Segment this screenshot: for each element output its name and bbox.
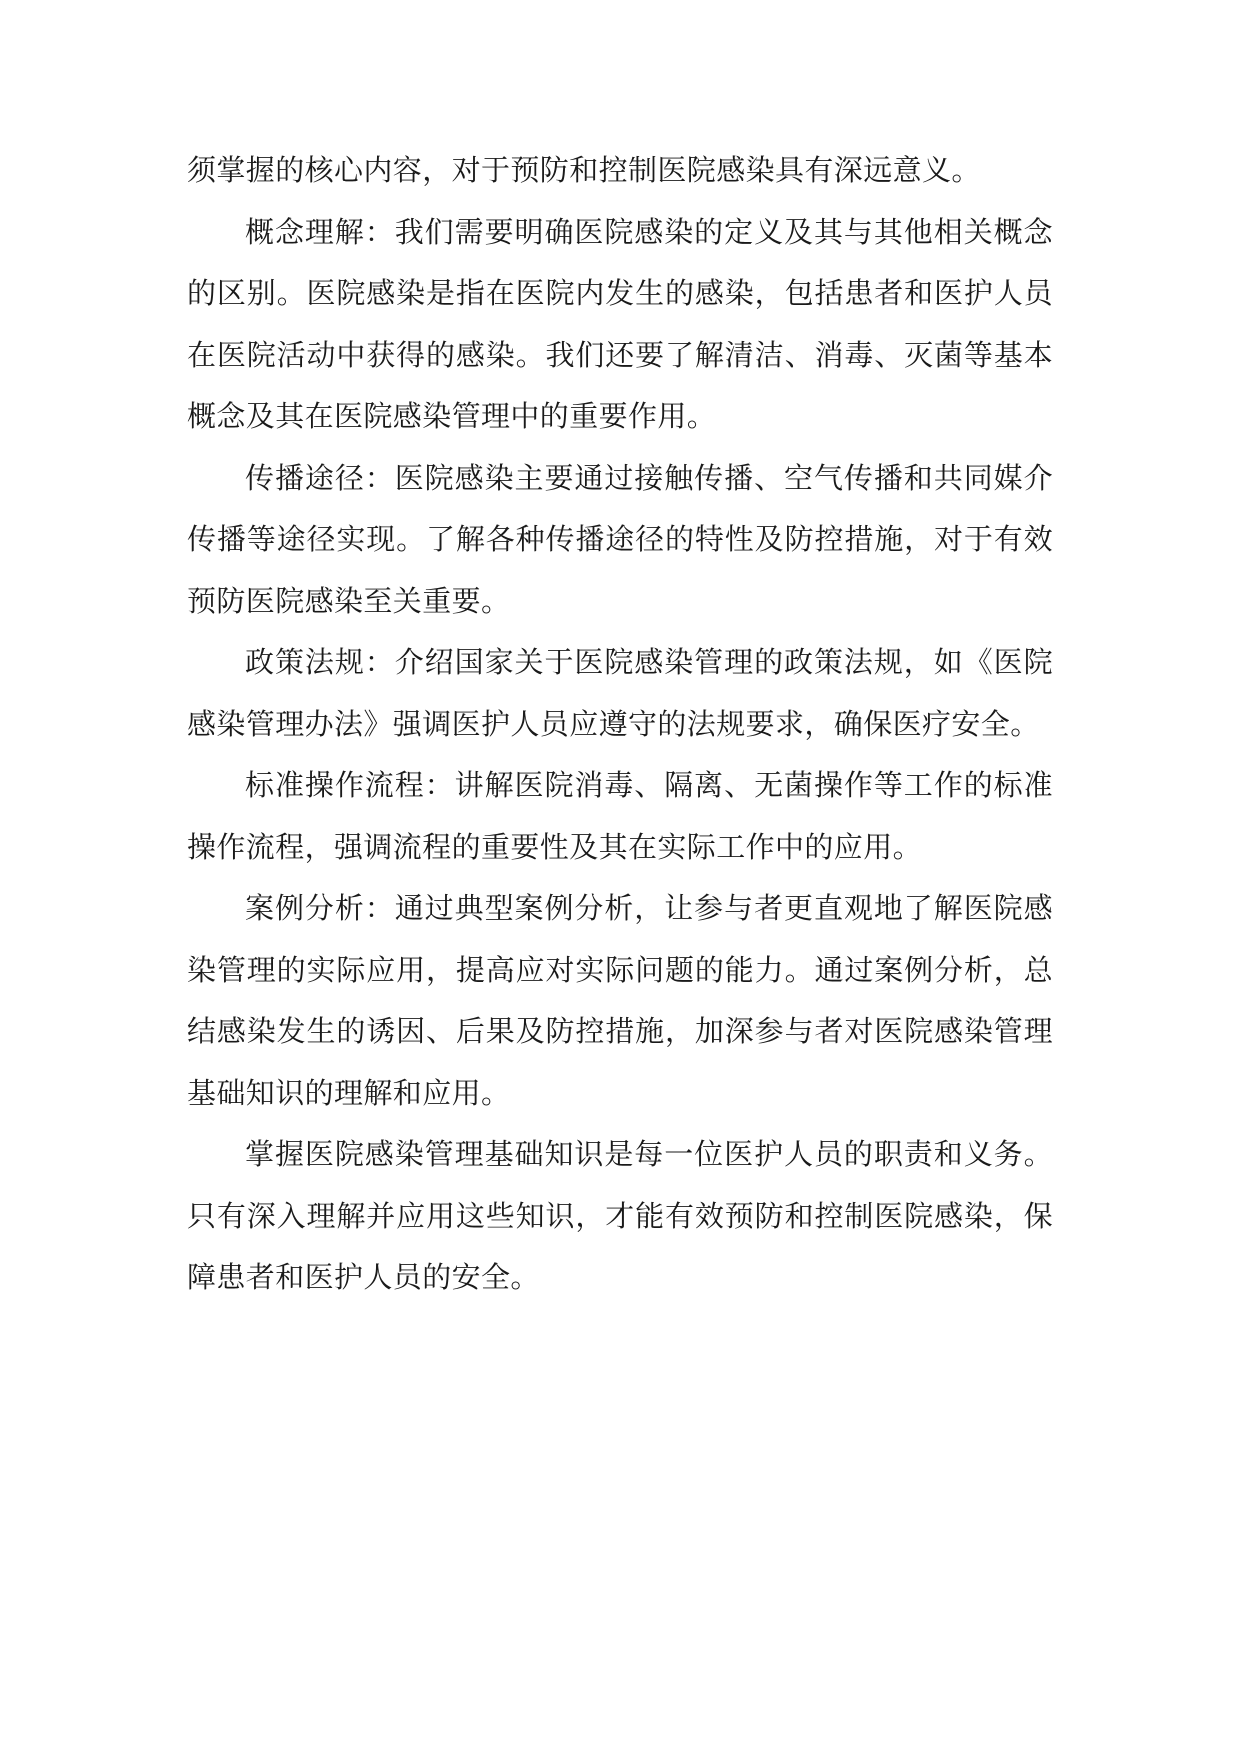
paragraph-conclusion: 掌握医院感染管理基础知识是每一位医护人员的职责和义务。只有深入理解并应用这些知识，才能有效预防和控制医院感染，保障患者和医护人员的安全。 — [187, 1137, 1053, 1294]
paragraph-continuation: 须掌握的核心内容，对于预防和控制医院感染具有深远意义。 — [187, 153, 981, 187]
paragraph-policies-regulations: 政策法规：介绍国家关于医院感染管理的政策法规，如《医院感染管理办法》强调医护人员应遵守的法规要求，确保医疗安全。 — [187, 645, 1053, 741]
paragraph-transmission-routes: 传播途径：医院感染主要通过接触传播、空气传播和共同媒介传播等途径实现。了解各种传播途径的特性及防控措施，对于有效预防医院感染至关重要。 — [187, 460, 1053, 618]
paragraph-case-analysis: 案例分析：通过典型案例分析，让参与者更直观地了解医院感染管理的实际应用，提高应对实际问题的能力。通过案例分析，总结感染发生的诱因、后果及防控措施，加深参与者对医院感染管理基础知识的理解和应用。 — [187, 891, 1053, 1110]
paragraph-concept-understanding: 概念理解：我们需要明确医院感染的定义及其与其他相关概念的区别。医院感染是指在医院内发生的感染，包括患者和医护人员在医院活动中获得的感染。我们还要了解清洁、消毒、灭菌等基本概念及其在医院感染管理中的重要作用。 — [187, 214, 1053, 433]
paragraph-standard-procedures: 标准操作流程：讲解医院消毒、隔离、无菌操作等工作的标准操作流程，强调流程的重要性及其在实际工作中的应用。 — [187, 768, 1053, 864]
document-body — [187, 140, 1053, 1309]
